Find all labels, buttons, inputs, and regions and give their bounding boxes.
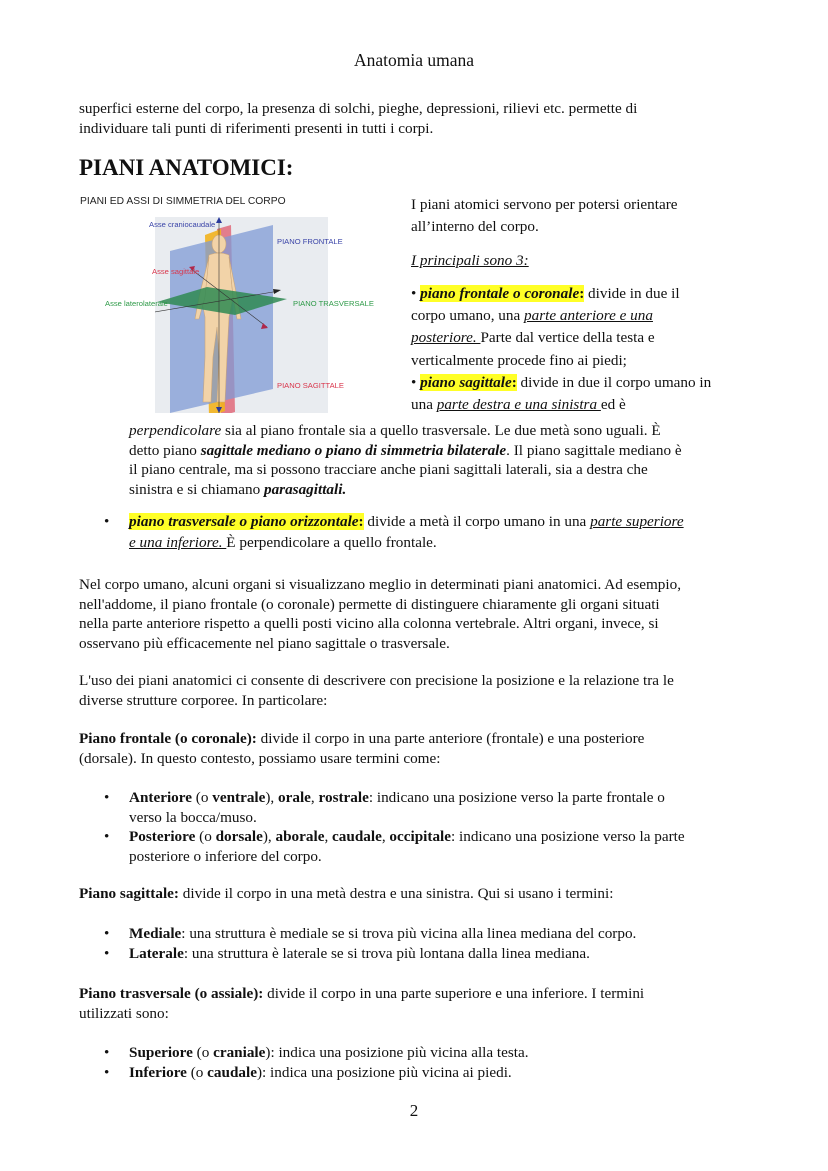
sagittale-line-2: una parte destra e una sinistra ed è — [411, 396, 626, 414]
heading-piano-trasversale: Piano trasversale (o assiale): — [79, 985, 264, 1002]
bullet: • — [411, 284, 417, 302]
principali-heading: I principali sono 3: — [411, 251, 529, 269]
term-piano-frontale: piano frontale o coronale: — [420, 284, 585, 302]
list-item-laterale: • Laterale: una struttura è laterale se si trova più lontana dalla linea mediana. — [104, 944, 590, 962]
laterolateral-arrow-right — [273, 289, 281, 294]
paragraph-organi: Nel corpo umano, alcuni organi si visualizzano meglio in determinati piani anatomici. Ad esempio, nell'addome, il piano frontale (o coronale) permette di distinguere chiaramente gli organi situati nella parte anteriore rispetto a quelli posti vicino alla colonna vertebrale. Altri organi, invece, si osservano più efficacemente nel piano sagittale o trasversale. — [79, 576, 682, 652]
intro-line-1: I piani atomici servono per potersi orientare — [411, 196, 678, 213]
list-item-superiore: • Superiore (o craniale): indica una posizione più vicina alla testa. — [104, 1044, 529, 1061]
paragraph-uso-piani: L'uso dei piani anatomici ci consente di descrivere con precisione la posizione e la relazione tra le diverse strutture corporee. In particolare: — [79, 672, 674, 709]
bullet-piano-trasversale: • piano trasversale o piano orizzontale: divide a metà il corpo umano in una parte superiore e una inferiore. È perpendicolare a quello frontale. — [104, 513, 684, 551]
term-piano-sagittale: piano sagittale: — [420, 374, 517, 392]
label-piano-trasversale: PIANO TRASVERSALE — [293, 299, 374, 308]
planes-intro-column — [411, 194, 761, 417]
term-sagittale-mediano: sagittale mediano o piano di simmetria bilaterale — [200, 441, 507, 459]
list-item-mediale: • Mediale: una struttura è mediale se si trova più vicina alla linea mediana del corpo. — [104, 925, 637, 942]
list-frontale-terms — [104, 788, 759, 866]
intro-paragraph — [79, 99, 759, 138]
list-item-posteriore: • Posteriore (o dorsale), aborale, caudale, occipitale: indicano una posizione verso la parte posteriore o inferiore del corpo. — [104, 828, 685, 865]
bullet: • — [104, 513, 110, 530]
label-piano-sagittale: PIANO SAGITTALE — [277, 381, 344, 390]
list-item-anteriore: • Anteriore (o ventrale), orale, rostrale: indicano una posizione verso la parte frontale o verso la bocca/muso. — [104, 789, 665, 826]
paragraph-piano-sagittale: Piano sagittale: divide il corpo in una metà destra e una sinistra. Qui si usano i termini: — [79, 885, 614, 902]
frontale-line-3: posteriore. Parte dal vertice della testa e — [411, 329, 655, 347]
term-parasagittali: parasagittali. — [263, 480, 347, 498]
section-title: PIANI ANATOMICI: — [79, 155, 294, 180]
frontale-line-4: verticalmente procede fino ai piedi; — [411, 351, 627, 369]
frontale-line-2: corpo umano, una parte anteriore e una — [411, 307, 653, 325]
heading-piano-sagittale: Piano sagittale: — [79, 885, 179, 902]
craniocaudal-arrow-top — [216, 217, 222, 223]
heading-piano-frontale: Piano frontale (o coronale): — [79, 730, 257, 747]
page-number: 2 — [409, 1101, 419, 1120]
term-piano-trasversale: piano trasversale o piano orizzontale: — [129, 513, 364, 530]
paragraph-piano-trasversale: Piano trasversale (o assiale): divide il corpo in una parte superiore e una inferiore. I termini utilizzati sono: — [79, 985, 645, 1022]
intro-line-2: all’interno del corpo. — [411, 218, 539, 236]
list-sagittale-terms — [104, 924, 759, 963]
label-asse-craniocaudale: Asse craniocaudale — [149, 220, 216, 229]
bullet-piano-frontale: • piano frontale o coronale: divide in due il — [411, 284, 680, 302]
bullet: • — [411, 374, 417, 392]
sagittale-continuation: perpendicolare sia al piano frontale sia a quello trasversale. Le due metà sono uguali. È detto piano sagittale mediano o piano di simmetria bilaterale. Il piano sagittale mediano è il piano centrale, ma si possono tracciare anche piani sagittali laterali, sia a destra che sinistra e si chiamano parasagittali. — [129, 422, 682, 498]
bullet-piano-sagittale: • piano sagittale: divide in due il corpo umano in — [411, 374, 712, 392]
intro-line-2: individuare tali punti di riferimenti presenti in tutti i corpi. — [79, 119, 434, 137]
anatomical-planes-figure — [105, 217, 374, 413]
label-asse-laterolaterale: Asse laterolaterale — [105, 299, 168, 308]
list-item-inferiore: • Inferiore (o caudale): indica una posizione più vicina ai piedi. — [104, 1063, 512, 1081]
figure-caption: PIANI ED ASSI DI SIMMETRIA DEL CORPO — [80, 196, 286, 207]
label-piano-frontale: PIANO FRONTALE — [277, 237, 343, 246]
label-asse-sagittale: Asse sagittale — [152, 267, 200, 276]
list-trasversale-terms — [104, 1043, 759, 1082]
intro-line-1: superfici esterne del corpo, la presenza di solchi, pieghe, depressioni, rilievi etc. permette di — [79, 100, 638, 117]
paragraph-piano-frontale: Piano frontale (o coronale): divide il corpo in una parte anteriore (frontale) e una posteriore (dorsale). In questo contesto, possiamo usare termini come: — [79, 730, 645, 767]
page-header-title: Anatomia umana — [353, 50, 475, 70]
